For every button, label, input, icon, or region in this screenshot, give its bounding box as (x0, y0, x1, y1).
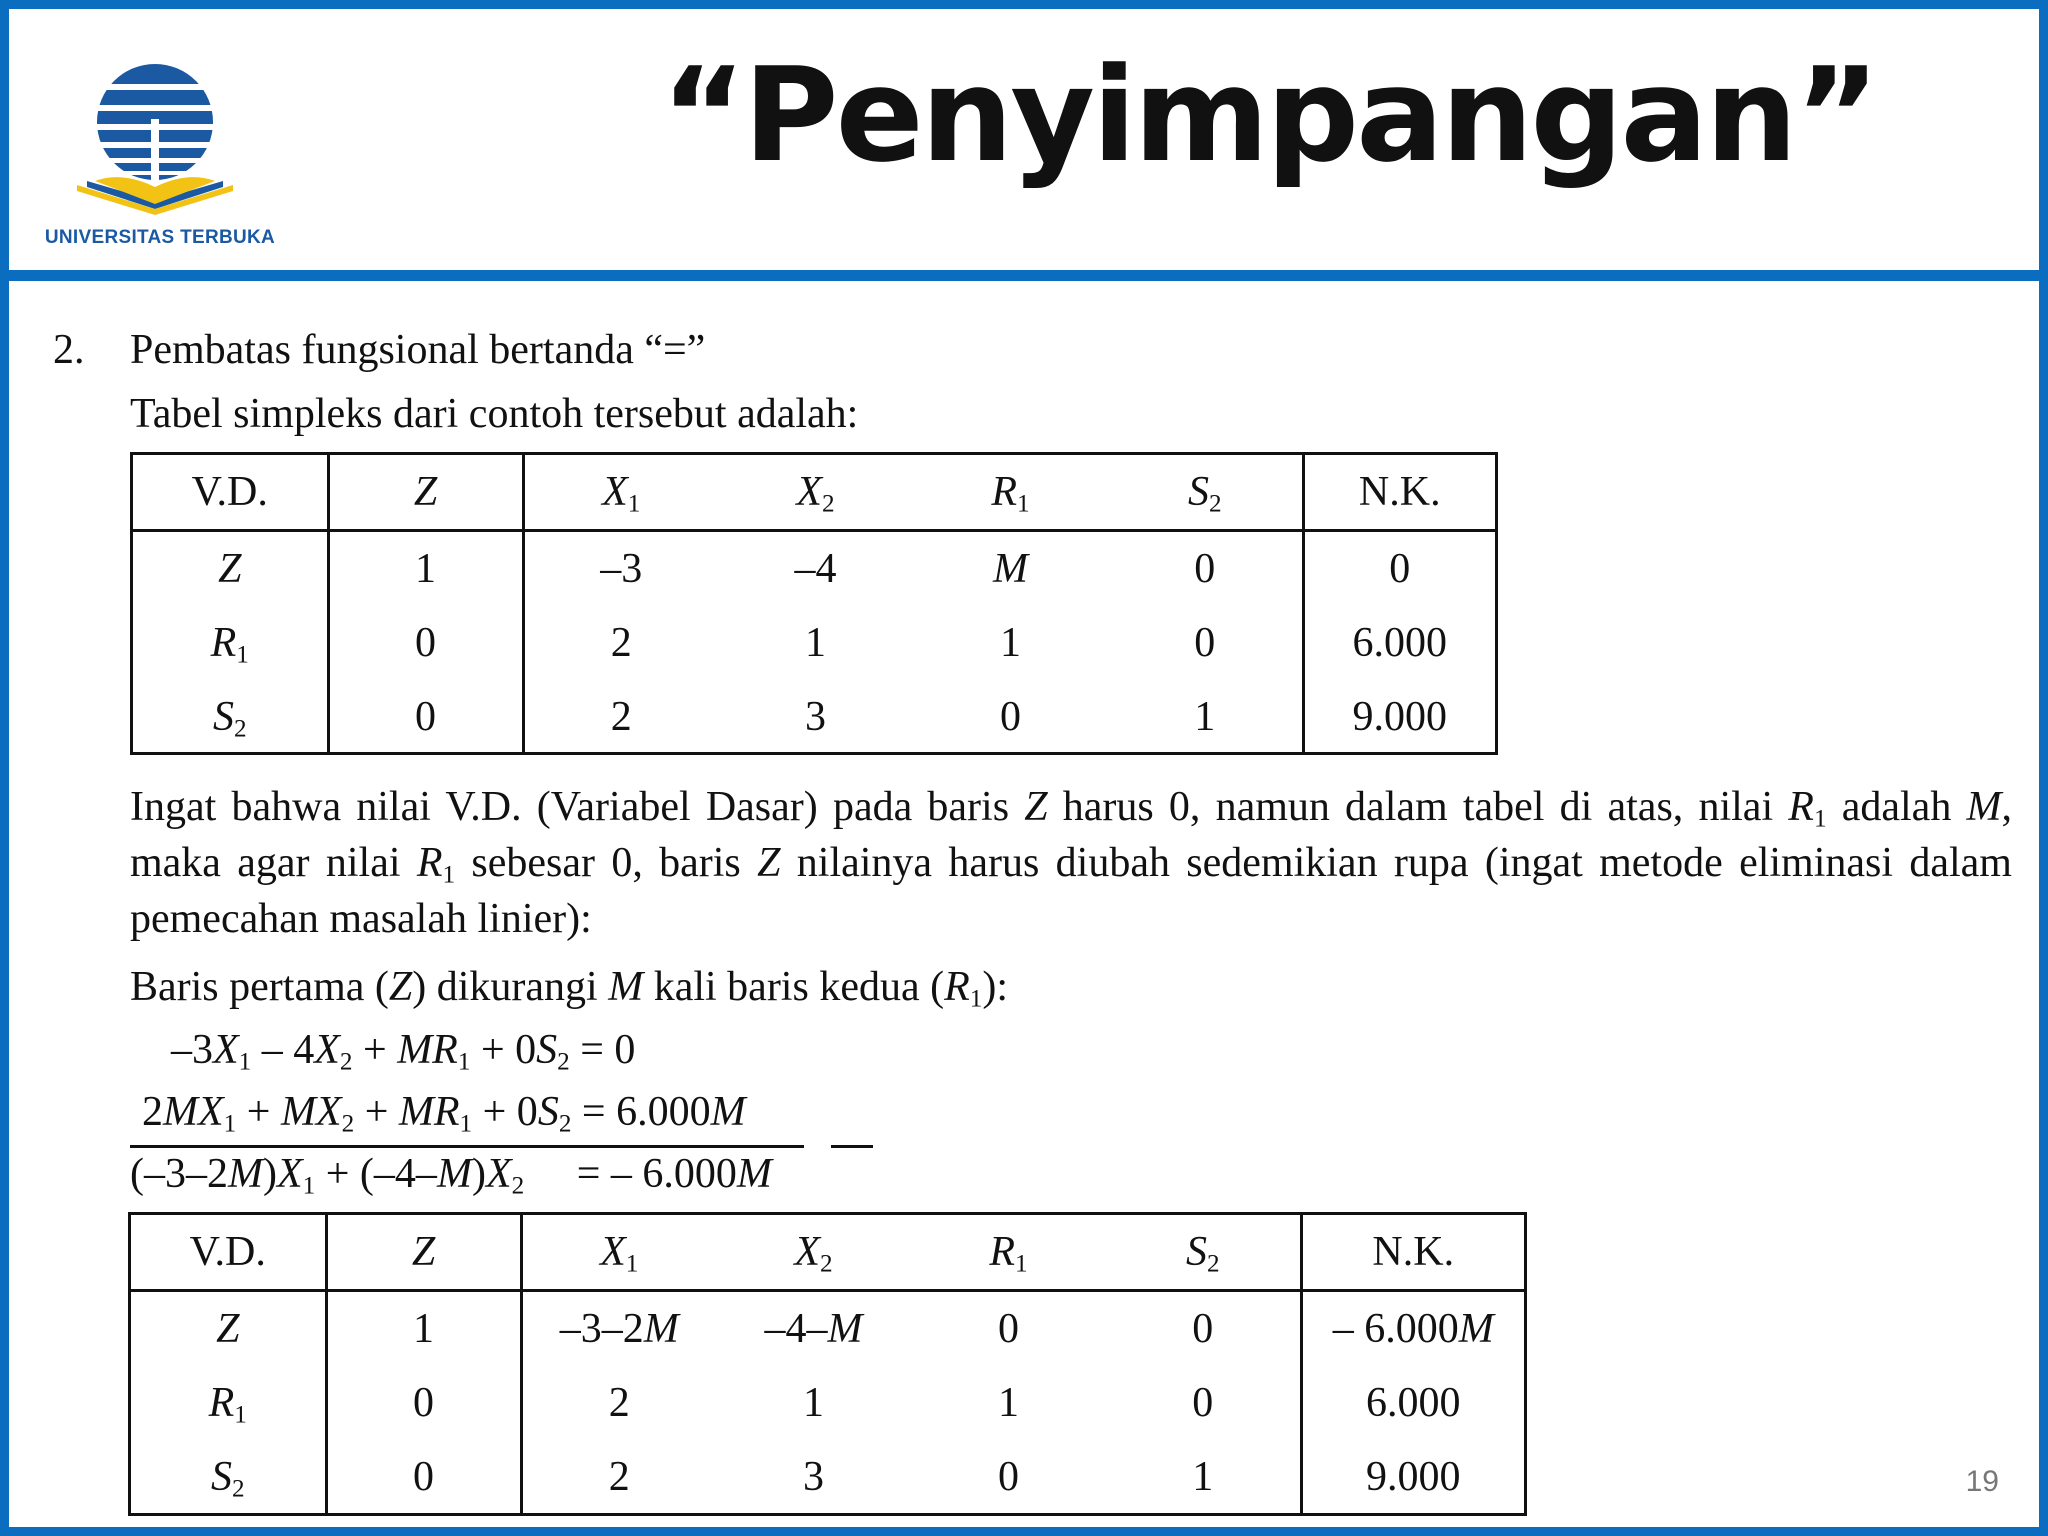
universitas-terbuka-logo (27, 59, 287, 259)
table-cell: Z (131, 1291, 326, 1367)
table-cell: –3 (600, 546, 643, 592)
table-cell: 6.000 (1366, 1380, 1461, 1426)
table-cell: 2 (610, 620, 632, 666)
header-cell: $R_1$ (913, 455, 1108, 531)
table-cell: $R_1$ (131, 1366, 326, 1440)
table-cell: $S_2$ (131, 1440, 326, 1514)
table-cell: 0 (326, 1366, 521, 1440)
table-cell: 0 (1000, 694, 1021, 740)
header-cell: Z (326, 1215, 521, 1291)
header-cell: $X_2$ (716, 1215, 911, 1291)
simplex-table-2 (131, 1215, 1524, 1514)
table-row (133, 531, 1495, 607)
page-number: 19 (1965, 1465, 1999, 1498)
table-cell: 1 (326, 1291, 521, 1367)
table-cell: 0 (1106, 1291, 1301, 1367)
table-header-row (131, 1215, 1524, 1291)
table-cell: – 6.000M (1332, 1306, 1494, 1352)
table-cell: 1 (803, 1380, 824, 1426)
table-cell: 1 (328, 531, 523, 607)
logo-text: UNIVERSITAS TERBUKA (44, 227, 276, 248)
table-cell: 1 (805, 620, 826, 666)
header-cell: N.K. (1303, 455, 1495, 531)
table-cell: 1 (1108, 680, 1303, 754)
logo-emblem-icon (27, 59, 287, 229)
header-cell: V.D. (131, 1215, 326, 1291)
table-cell: 0 (328, 680, 523, 754)
header-cell: $R_1$ (911, 1215, 1106, 1291)
header-cell: $S_2$ (1108, 455, 1303, 531)
item-number: 2. (53, 327, 85, 373)
minus-sign (831, 1145, 873, 1148)
equation-2: $2MX_1 + MX_2 + MR_1 + 0S_2 = 6.000M$ (142, 1089, 746, 1138)
header-cell: $S_2$ (1106, 1215, 1301, 1291)
header-cell: Z (328, 455, 523, 531)
table-cell: 0 (1389, 546, 1411, 592)
table-cell: 1 (1106, 1440, 1301, 1514)
table-cell: 0 (328, 606, 523, 680)
table-cell: 6.000 (1352, 620, 1447, 666)
table-row (133, 680, 1495, 754)
table-cell: 2 (608, 1454, 630, 1500)
table-cell: Z (133, 531, 328, 607)
table-cell: –3–2M (559, 1306, 679, 1352)
table-cell: 0 (1106, 1366, 1301, 1440)
header-cell: V.D. (133, 455, 328, 531)
table-cell: 0 (998, 1454, 1019, 1500)
item-heading: Pembatas fungsional bertanda “=” (130, 327, 706, 373)
table-header-row (133, 455, 1495, 531)
header-cell: $X_1$ (523, 455, 718, 531)
table-cell: 2 (608, 1380, 630, 1426)
table-cell: 3 (803, 1454, 824, 1500)
table-cell: 2 (610, 694, 632, 740)
table-cell: 3 (805, 694, 826, 740)
table-cell: 0 (1108, 606, 1303, 680)
intro-text: Tabel simpleks dari contoh tersebut adalah: (130, 391, 859, 437)
table-cell: M (993, 546, 1028, 592)
row-operation-text: Baris pertama (Z) dikurangi M kali baris kedua $(R_1)$: (130, 964, 1008, 1013)
slide-title: “Penyimpangan” (660, 39, 1878, 191)
simplex-table-1 (133, 455, 1495, 754)
equation-1: $-3X_1 - 4X_2 + MR_1 + 0S_2 = 0$ (171, 1027, 636, 1076)
table-cell: 9.000 (1366, 1454, 1461, 1500)
header-cell: $X_1$ (521, 1215, 716, 1291)
table-cell: 1 (1000, 620, 1021, 666)
table-cell: 0 (1108, 531, 1303, 607)
table-cell: 1 (998, 1380, 1019, 1426)
table-row (131, 1291, 1524, 1367)
explanation-paragraph: Ingat bahwa nilai V.D. (Variabel Dasar) pada baris Z harus 0, namun dalam tabel di atas, nilai $R_1$ adalah M, maka agar nilai $R_1$ sebesar 0, baris Z nilainya harus diubah sedemikian rupa (ingat metode eliminasi dalam pemecahan masalah linier): (130, 784, 2012, 942)
header-cell: $X_2$ (718, 455, 913, 531)
subtraction-line (130, 1145, 804, 1148)
equation-result: $(-3-2M)X_1 + (-4-M)X_2$ = – 6.000M (130, 1151, 772, 1200)
table-row (131, 1440, 1524, 1514)
table-cell: $S_2$ (133, 680, 328, 754)
slide-header (9, 9, 2039, 281)
table-row (133, 606, 1495, 680)
table-row (131, 1366, 1524, 1440)
table-cell: –4 (794, 546, 837, 592)
table-cell: 0 (326, 1440, 521, 1514)
header-cell: N.K. (1301, 1215, 1524, 1291)
table-cell: –4–M (764, 1306, 863, 1352)
table-cell: $R_1$ (133, 606, 328, 680)
table-cell: 0 (998, 1306, 1019, 1352)
table-cell: 9.000 (1352, 694, 1447, 740)
